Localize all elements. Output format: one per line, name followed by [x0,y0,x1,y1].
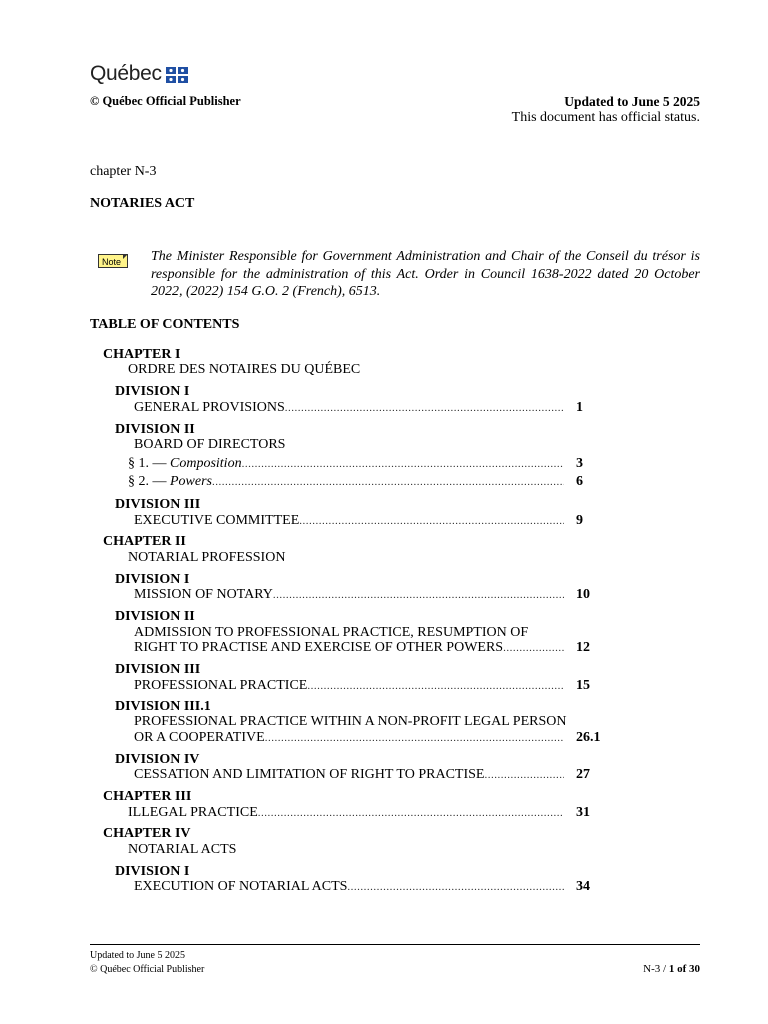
toc-division-label: DIVISION II [115,609,195,624]
toc-division-label: DIVISION I [115,384,190,399]
toc-chapter-title: NOTARIAL PROFESSION [128,550,286,565]
toc-entry-title: RIGHT TO PRACTISE AND EXERCISE OF OTHER POWERS [134,640,504,655]
toc-entry-non-profit-practice[interactable] [134,729,564,747]
toc-entry-executive-committee[interactable] [134,512,564,530]
publisher-label: © Québec Official Publisher [90,94,241,108]
toc-division-label: DIVISION III [115,662,201,677]
footer-page-indicator [643,963,700,975]
toc-entry-title: ILLEGAL PRACTICE [128,805,258,820]
toc-chapter-label: CHAPTER III [103,789,192,804]
section-num: § 2. — [128,474,170,489]
toc-division-title: ADMISSION TO PROFESSIONAL PRACTICE, RESUMPTION OF [134,625,529,640]
toc-page-number: 26.1 [576,730,601,745]
leader-dots [307,678,564,695]
leader-dots [258,805,564,822]
toc-entry-mission-of-notary[interactable] [134,586,564,604]
quebec-logo [90,62,188,86]
toc-entry-illegal-practice[interactable] [128,804,564,822]
toc-entry-title: OR A COOPERATIVE [134,730,265,745]
toc-page-number: 6 [576,474,583,489]
section-title: Powers [170,474,212,489]
note-text: The Minister Responsible for Government Administration and Chair of the Conseil du trésor is responsible for the administration of this Act. Order in Council 1638-2022 dated 20 October 2022, (2022) 154 G.O. 2 (French), 6513. [151,249,700,299]
toc-entry-admission[interactable] [134,639,564,657]
section-num: § 1. — [128,456,170,471]
toc-chapter-label: CHAPTER II [103,534,186,549]
leader-dots [299,513,564,530]
toc-entry-powers[interactable] [128,473,564,491]
footer-divider [90,944,700,945]
toc-page-number: 31 [576,805,590,820]
footer-doc-id: N-3 / [643,963,669,975]
act-title: NOTARIES ACT [90,196,195,211]
toc-title: TABLE OF CONTENTS [90,317,240,332]
toc-entry-title: PROFESSIONAL PRACTICE [134,678,308,693]
toc-entry-title: EXECUTIVE COMMITTEE [134,513,300,528]
footer-publisher: © Québec Official Publisher [90,964,205,975]
note-icon[interactable] [98,254,128,268]
toc-page-number: 12 [576,640,590,655]
note-icon-label: Note [102,257,122,267]
toc-entry-title: CESSATION AND LIMITATION OF RIGHT TO PRACTISE [134,767,485,782]
toc-page-number: 15 [576,678,590,693]
footer-page-of: 1 of 30 [668,963,700,975]
toc-page-number: 3 [576,456,583,471]
toc-entry-title: MISSION OF NOTARY [134,587,273,602]
toc-division-label: DIVISION I [115,572,190,587]
toc-division-title: BOARD OF DIRECTORS [134,437,286,452]
toc-section-number [128,455,242,472]
toc-division-label: DIVISION I [115,864,190,879]
toc-page-number: 1 [576,400,583,415]
toc-division-label: DIVISION III [115,497,201,512]
fleur-de-lis-flag-icon [166,67,188,83]
leader-dots [285,400,564,417]
toc-division-label: DIVISION II [115,422,195,437]
toc-entry-professional-practice[interactable] [134,677,564,695]
leader-dots [242,456,564,473]
toc-chapter-label: CHAPTER I [103,347,181,362]
logo-text: Québec [90,62,162,85]
updated-date: Updated to June 5 2025 [564,94,700,109]
leader-dots [273,587,564,604]
leader-dots [265,730,564,747]
toc-chapter-title: NOTARIAL ACTS [128,842,237,857]
official-status: This document has official status. [511,110,700,125]
leader-dots [503,640,564,657]
toc-chapter-title: ORDRE DES NOTAIRES DU QUÉBEC [128,362,361,377]
toc-entry-composition[interactable] [128,455,564,473]
toc-entry-general-provisions[interactable] [134,399,564,417]
leader-dots [347,879,564,896]
toc-division-label: DIVISION IV [115,752,200,767]
toc-entry-title: EXECUTION OF NOTARIAL ACTS [134,879,348,894]
toc-entry-execution-notarial-acts[interactable] [134,878,564,896]
leader-dots [484,767,564,784]
section-title: Composition [170,456,242,471]
toc-page-number: 27 [576,767,590,782]
toc-page-number: 9 [576,513,583,528]
toc-entry-cessation[interactable] [134,766,564,784]
chapter-number: chapter N-3 [90,164,157,179]
toc-division-title: PROFESSIONAL PRACTICE WITHIN A NON-PROFIT LEGAL PERSON [134,714,567,729]
leader-dots [212,474,564,491]
footer-updated: Updated to June 5 2025 [90,950,185,961]
toc-entry-title: GENERAL PROVISIONS [134,400,285,415]
toc-page-number: 10 [576,587,590,602]
toc-section-number [128,473,212,490]
toc-division-label: DIVISION III.1 [115,699,211,714]
toc-page-number: 34 [576,879,590,894]
toc-chapter-label: CHAPTER IV [103,826,191,841]
